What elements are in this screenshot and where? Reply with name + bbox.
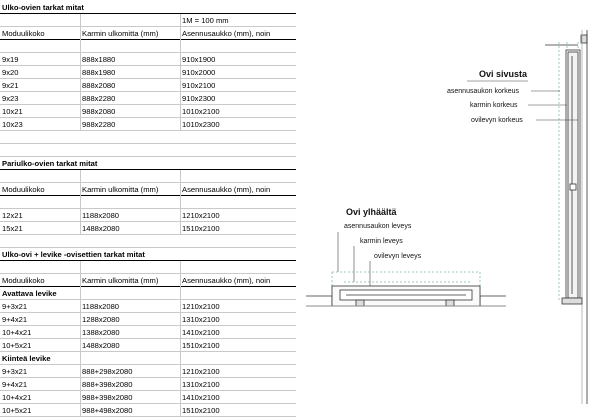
column-divider	[180, 391, 181, 404]
table-cell: 9x21	[2, 81, 19, 90]
table-cell: Kiinteä levike	[2, 354, 51, 363]
column-divider	[180, 222, 181, 235]
table-cell	[2, 144, 78, 157]
table-cell: 888x1980	[82, 68, 116, 77]
column-divider	[80, 352, 81, 365]
table-cell: 9+3x21	[2, 367, 28, 376]
table-cell	[182, 1, 296, 14]
column-divider	[80, 378, 81, 391]
column-divider	[80, 365, 81, 378]
table-cell	[82, 261, 178, 274]
table-cell: 888x1880	[82, 55, 116, 64]
table-cell: 888+298x2080	[82, 367, 133, 376]
table-row	[0, 378, 296, 391]
column-divider	[180, 274, 181, 287]
column-divider	[180, 326, 181, 339]
table-cell	[182, 196, 296, 209]
group-heading-fixed-sidelight	[0, 352, 296, 365]
table-cell: 10+5x21	[2, 341, 32, 350]
column-divider	[180, 79, 181, 92]
empty-row	[0, 131, 296, 144]
column-header-opening-size: Asennusaukko (mm), noin	[182, 185, 271, 194]
table-cell: 988+498x2080	[82, 406, 133, 415]
empty-row	[0, 235, 296, 248]
table-row	[0, 300, 296, 313]
column-divider	[80, 391, 81, 404]
table-cell	[82, 144, 178, 157]
table-cell	[82, 14, 178, 27]
table-row	[0, 209, 296, 222]
table-row	[0, 339, 296, 352]
column-divider	[180, 196, 181, 209]
column-divider	[80, 170, 81, 183]
table-row	[0, 53, 296, 66]
table3-title	[0, 248, 296, 261]
table-cell	[182, 170, 296, 183]
column-divider	[180, 14, 181, 27]
table-row	[0, 222, 296, 235]
table-cell: 1010x2300	[182, 120, 220, 129]
table-cell	[2, 131, 78, 144]
column-header-frame-size: Karmin ulkomitta (mm)	[82, 29, 159, 38]
table-cell	[82, 40, 178, 53]
table1-note-row	[0, 14, 296, 27]
top-label-opening-width: asennusaukon leveys	[344, 223, 412, 230]
column-divider	[80, 274, 81, 287]
table-cell: 10+4x21	[2, 393, 32, 402]
column-divider	[80, 313, 81, 326]
table-cell: 9x20	[2, 68, 19, 77]
table-cell	[2, 261, 78, 274]
table-cell: 10x21	[2, 107, 23, 116]
table-row	[0, 105, 296, 118]
table-cell: 10x23	[2, 120, 23, 129]
table3-header-row	[0, 274, 296, 287]
table-cell	[2, 14, 78, 27]
table-cell: 1310x2100	[182, 315, 220, 324]
table-row	[0, 79, 296, 92]
table-cell: 1210x2100	[182, 211, 220, 220]
table-cell: 10+5x21	[2, 406, 32, 415]
table-cell: 9+4x21	[2, 380, 28, 389]
table-cell: 9+3x21	[2, 302, 28, 311]
top-view-title: Ovi ylhäältä	[346, 207, 397, 217]
column-divider	[80, 300, 81, 313]
side-view-drawing	[545, 30, 587, 404]
table-cell	[82, 248, 178, 261]
door-diagrams	[296, 0, 615, 404]
table-cell: 1188x2080	[82, 211, 120, 220]
table-cell	[182, 352, 296, 365]
column-header-module-size: Moduulikoko	[2, 276, 45, 285]
column-divider	[80, 79, 81, 92]
table-cell: 1510x2100	[182, 341, 220, 350]
table-cell	[182, 131, 296, 144]
table-cell: 1410x2100	[182, 393, 220, 402]
table-cell: 1488x2080	[82, 224, 120, 233]
column-divider	[80, 209, 81, 222]
column-divider	[80, 339, 81, 352]
table-row	[0, 66, 296, 79]
table-row	[0, 313, 296, 326]
table-cell: 1188x2080	[82, 302, 120, 311]
empty-row	[0, 144, 296, 157]
column-header-opening-size: Asennusaukko (mm), noin	[182, 276, 271, 285]
table-cell: 910x2100	[182, 81, 216, 90]
column-divider	[80, 27, 81, 40]
column-header-opening-size: Asennusaukko (mm), noin	[182, 29, 271, 38]
empty-row	[0, 40, 296, 53]
table-cell	[82, 287, 178, 300]
column-divider	[80, 261, 81, 274]
column-divider	[180, 66, 181, 79]
column-divider	[80, 40, 81, 53]
column-divider	[80, 222, 81, 235]
column-divider	[180, 261, 181, 274]
table-cell: 1410x2100	[182, 328, 220, 337]
side-label-door-leaf-height: ovilevyn korkeus	[471, 117, 523, 124]
table-cell	[182, 235, 296, 248]
column-divider	[80, 287, 81, 300]
table-cell: 9x23	[2, 94, 19, 103]
column-divider	[180, 209, 181, 222]
table-cell: 1288x2080	[82, 315, 120, 324]
column-divider	[180, 365, 181, 378]
table-cell: 9+4x21	[2, 315, 28, 324]
table-cell: 1488x2080	[82, 341, 120, 350]
table-cell	[182, 261, 296, 274]
column-divider	[80, 105, 81, 118]
empty-row	[0, 196, 296, 209]
table-cell	[82, 1, 178, 14]
table-cell: 1210x2100	[182, 302, 220, 311]
table-cell: 888x2080	[82, 81, 116, 90]
column-divider	[80, 53, 81, 66]
top-label-frame-width: karmin leveys	[360, 238, 403, 245]
column-divider	[180, 92, 181, 105]
table-cell	[82, 196, 178, 209]
column-divider	[180, 339, 181, 352]
side-label-opening-height: asennusaukon korkeus	[447, 88, 519, 95]
table-cell: 888+398x2080	[82, 380, 133, 389]
table-cell: 1510x2100	[182, 224, 220, 233]
column-divider	[180, 170, 181, 183]
table-cell: 988x2280	[82, 120, 116, 129]
table1-header-row	[0, 27, 296, 40]
table-cell: 1M = 100 mm	[182, 16, 229, 25]
column-divider	[80, 326, 81, 339]
column-divider	[180, 183, 181, 196]
table2-header-row	[0, 183, 296, 196]
column-divider	[180, 404, 181, 417]
table-cell	[2, 235, 78, 248]
column-header-module-size: Moduulikoko	[2, 29, 45, 38]
table-row	[0, 92, 296, 105]
table-row	[0, 365, 296, 378]
table-cell: 910x2000	[182, 68, 216, 77]
table-cell	[82, 131, 178, 144]
table-cell: Avattava levike	[2, 289, 57, 298]
table-cell: 10+4x21	[2, 328, 32, 337]
table-cell: 1210x2100	[182, 367, 220, 376]
empty-row	[0, 261, 296, 274]
column-divider	[80, 14, 81, 27]
table-cell: 9x19	[2, 55, 19, 64]
table-cell: 12x21	[2, 211, 23, 220]
table-cell	[82, 157, 178, 170]
table-row	[0, 404, 296, 417]
table-cell	[182, 40, 296, 53]
table-cell: Pariulko-ovien tarkat mitat	[2, 159, 98, 168]
column-divider	[180, 105, 181, 118]
table-cell: 910x1900	[182, 55, 216, 64]
group-heading-opening-sidelight	[0, 287, 296, 300]
table-cell	[182, 144, 296, 157]
column-divider	[180, 27, 181, 40]
top-view-drawing	[306, 272, 506, 306]
column-divider	[80, 92, 81, 105]
table-cell: 988+398x2080	[82, 393, 133, 402]
table-cell	[82, 170, 178, 183]
table-cell	[82, 235, 178, 248]
column-divider	[180, 53, 181, 66]
side-label-frame-height: karmin korkeus	[470, 102, 518, 109]
column-divider	[180, 378, 181, 391]
column-header-frame-size: Karmin ulkomitta (mm)	[82, 185, 159, 194]
column-divider	[180, 118, 181, 131]
table-row	[0, 326, 296, 339]
table1-title	[0, 1, 296, 14]
empty-row	[0, 170, 296, 183]
top-label-door-leaf-width: ovilevyn leveys	[374, 253, 422, 260]
column-divider	[80, 183, 81, 196]
table-cell	[2, 196, 78, 209]
column-divider	[80, 66, 81, 79]
table-cell	[182, 248, 296, 261]
table2-title	[0, 157, 296, 170]
table-cell: 15x21	[2, 224, 23, 233]
table-cell: 888x2280	[82, 94, 116, 103]
table-cell	[2, 170, 78, 183]
column-header-module-size: Moduulikoko	[2, 185, 45, 194]
column-divider	[80, 404, 81, 417]
table-cell	[182, 157, 296, 170]
column-divider	[180, 300, 181, 313]
column-divider	[180, 352, 181, 365]
column-divider	[180, 40, 181, 53]
table-row	[0, 391, 296, 404]
table-cell: 910x2300	[182, 94, 216, 103]
column-divider	[80, 118, 81, 131]
table-cell: 1010x2100	[182, 107, 220, 116]
column-header-frame-size: Karmin ulkomitta (mm)	[82, 276, 159, 285]
table-cell: Ulko-ovi + levike -ovisettien tarkat mitat	[2, 250, 145, 259]
column-divider	[180, 313, 181, 326]
side-view-title: Ovi sivusta	[479, 69, 528, 79]
table-cell: 988x2080	[82, 107, 116, 116]
column-divider	[180, 287, 181, 300]
table-cell	[182, 287, 296, 300]
table-row	[0, 118, 296, 131]
table-cell: 1310x2100	[182, 380, 220, 389]
column-divider	[80, 196, 81, 209]
table-cell: 1388x2080	[82, 328, 120, 337]
table-cell	[2, 40, 78, 53]
table-cell: Ulko-ovien tarkat mitat	[2, 3, 84, 12]
table-cell: 1510x2100	[182, 406, 220, 415]
table-cell	[82, 352, 178, 365]
